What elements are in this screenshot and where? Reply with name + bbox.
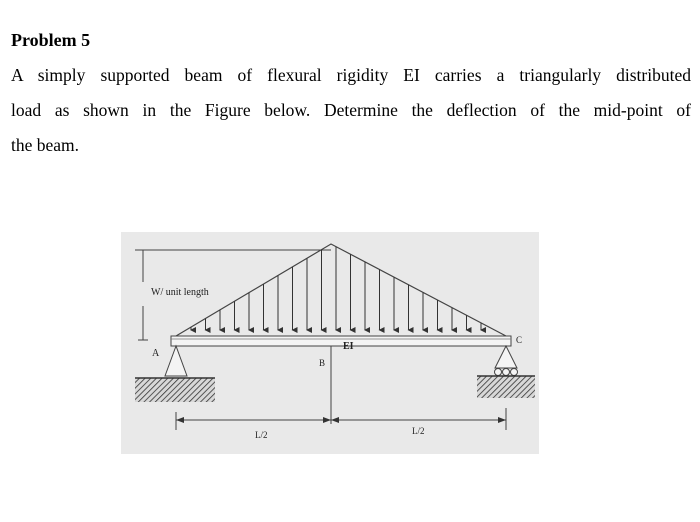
statement-line: A simply supported beam of flexural rigidity EI carries a triangularly distributed xyxy=(11,65,691,85)
ei-label: EI xyxy=(343,341,354,352)
point-c-label: C xyxy=(516,335,523,345)
right-span-label: L/2 xyxy=(412,426,425,436)
problem-statement xyxy=(11,58,691,163)
point-b-label: B xyxy=(319,358,326,368)
beam-figure xyxy=(121,232,539,454)
left-span-label: L/2 xyxy=(255,430,268,440)
statement-line: the beam. xyxy=(11,135,80,155)
problem-heading: Problem 5 xyxy=(11,30,91,50)
statement-line: load as shown in the Figure below. Determine the deflection of the mid-point of xyxy=(11,100,691,120)
load-label: W/ unit length xyxy=(151,287,209,298)
beam-diagram xyxy=(121,232,539,454)
point-a-label: A xyxy=(152,348,160,359)
beam xyxy=(171,336,511,346)
